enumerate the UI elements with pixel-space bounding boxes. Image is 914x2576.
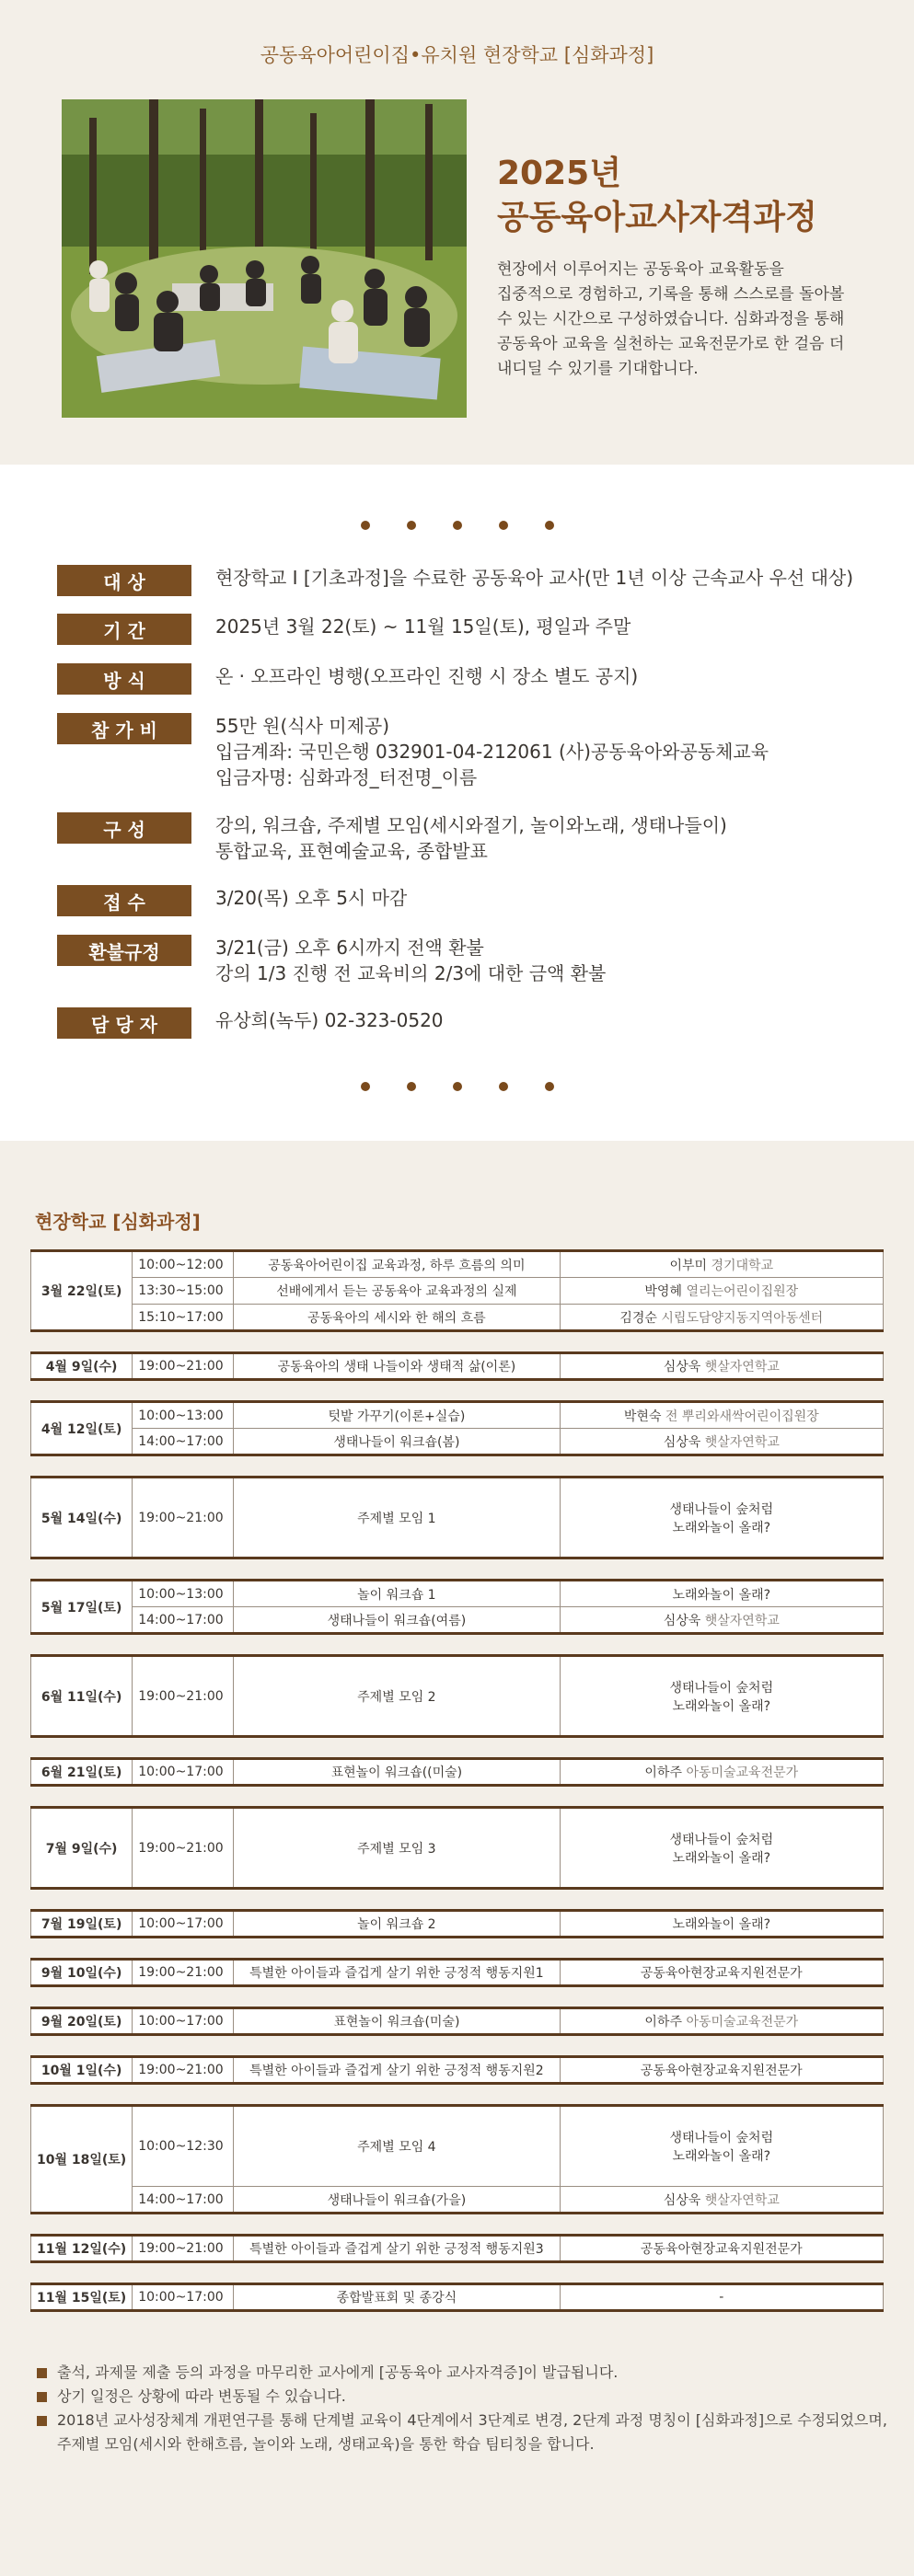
session-date: 6월 11일(수) (31, 1656, 133, 1737)
session-instructor: 심상욱 햇살자연학교 (560, 1607, 883, 1634)
session-instructor: 생태나들이 숲처럼 노래와놀이 올래? (560, 2106, 883, 2187)
session-instructor: 박영혜 열리는어린이집원장 (560, 1278, 883, 1305)
table-row (31, 2008, 884, 2035)
intro-line: 현장에서 이루어지는 공동육아 교육활동을 (497, 260, 784, 279)
session-date: 3월 22일(토) (31, 1251, 133, 1331)
info-label: 담 당 자 (57, 1007, 191, 1039)
session-instructor: 심상욱 햇살자연학교 (560, 1353, 883, 1380)
session-subject: 표현놀이 워크숍((미술) (234, 1759, 560, 1786)
info-value: 온 · 오프라인 병행(오프라인 진행 시 장소 별도 공지) (215, 665, 639, 687)
session-date: 11월 15일(토) (31, 2284, 133, 2311)
session-time: 10:00~13:00 (133, 1581, 234, 1607)
session-date: 6월 21일(토) (31, 1759, 133, 1786)
table-row (31, 1581, 884, 1607)
session-date: 4월 12일(토) (31, 1402, 133, 1455)
session-subject: 주제별 모임 3 (234, 1808, 560, 1889)
session-instructor: 노래와놀이 올래? (560, 1581, 883, 1607)
info-row-period (57, 614, 631, 645)
session-subject: 공동육아의 생태 나들이와 생태적 삶(이론) (234, 1353, 560, 1380)
session-time: 10:00~13:00 (133, 1402, 234, 1429)
intro-line: 내디딜 수 있기를 기대합니다. (497, 360, 699, 378)
session-instructor: 생태나들이 숲처럼 노래와놀이 올래? (560, 1478, 883, 1558)
session-subject: 놀이 워크숍 2 (234, 1911, 560, 1938)
session-date: 7월 9일(수) (31, 1808, 133, 1889)
info-label: 환불규정 (57, 935, 191, 966)
session-subject: 특별한 아이들과 즐겁게 살기 위한 긍정적 행동지원2 (234, 2057, 560, 2084)
session-instructor: - (560, 2284, 883, 2311)
intro-line: 수 있는 시간으로 구성하였습니다. 심화과정을 통해 (497, 310, 845, 328)
table-row (31, 2057, 884, 2084)
session-time: 19:00~21:00 (133, 2057, 234, 2084)
note-item: 출석, 과제물 제출 등의 과정을 마무리한 교사에게 [공동육아 교사자격증]이 발급됩니다. (35, 2361, 891, 2385)
session-date: 9월 10일(수) (31, 1960, 133, 1986)
session-time: 10:00~12:30 (133, 2106, 234, 2187)
session-time: 14:00~17:00 (133, 1607, 234, 1634)
table-row (31, 1429, 884, 1455)
intro-line: 공동육아 교육을 실천하는 교육전문가로 한 걸음 더 (497, 335, 845, 353)
session-date: 5월 14일(수) (31, 1478, 133, 1558)
program-subtitle: 공동육아어린이집•유치원 현장학교 [심화과정] (260, 44, 654, 66)
table-row (31, 2187, 884, 2214)
info-label: 참 가 비 (57, 713, 191, 744)
note-item: 2018년 교사성장체계 개편연구를 통해 단계별 교육이 4단계에서 3단계로 변경, 2단계 과정 명칭이 [심화과정]으로 수정되었으며, (35, 2409, 891, 2432)
session-date: 10월 18일(토) (31, 2106, 133, 2214)
info-row-registration (57, 885, 407, 916)
info-value: 강의, 워크숍, 주제별 모임(세시와절기, 놀이와노래, 생태나들이) 통합교육, 표현예술교육, 종합발표 (215, 814, 727, 862)
table-row (31, 1278, 884, 1305)
table-row (31, 1759, 884, 1786)
session-time: 10:00~17:00 (133, 1759, 234, 1786)
table-row (31, 2236, 884, 2262)
session-time: 14:00~17:00 (133, 2187, 234, 2214)
table-row (31, 1478, 884, 1558)
session-instructor: 박현숙 전 뿌리와새싹어린이집원장 (560, 1402, 883, 1429)
note-item: 상기 일정은 상황에 따라 변동될 수 있습니다. (35, 2385, 891, 2409)
info-label: 대 상 (57, 565, 191, 596)
info-row-refund (57, 935, 606, 986)
info-label: 구 성 (57, 812, 191, 844)
info-row-method (57, 663, 638, 695)
session-subject: 생태나들이 워크숍(여름) (234, 1607, 560, 1634)
session-date: 4월 9일(수) (31, 1353, 133, 1380)
session-time: 14:00~17:00 (133, 1429, 234, 1455)
session-instructor: 공동육아현장교육지원전문가 (560, 2057, 883, 2084)
session-subject: 특별한 아이들과 즐겁게 살기 위한 긍정적 행동지원1 (234, 1960, 560, 1986)
info-value: 유상희(녹두) 02-323-0520 (215, 1009, 444, 1031)
title-year: 2025년 (497, 155, 621, 192)
info-label: 방 식 (57, 663, 191, 695)
session-date: 10월 1일(수) (31, 2057, 133, 2084)
table-row (31, 1960, 884, 1986)
title-course: 공동육아교사자격과정 (497, 199, 817, 236)
session-instructor: 생태나들이 숲처럼 노래와놀이 올래? (560, 1656, 883, 1737)
session-subject: 생태나들이 워크숍(가을) (234, 2187, 560, 2214)
table-row (31, 1251, 884, 1278)
session-date: 11월 12일(수) (31, 2236, 133, 2262)
session-time: 19:00~21:00 (133, 1808, 234, 1889)
table-row (31, 1607, 884, 1634)
table-row (31, 1911, 884, 1938)
info-row-contact (57, 1007, 444, 1039)
session-instructor: 생태나들이 숲처럼 노래와놀이 올래? (560, 1808, 883, 1889)
session-subject: 텃밭 가꾸기(이론+실습) (234, 1402, 560, 1429)
table-row (31, 2284, 884, 2311)
table-row (31, 2106, 884, 2187)
session-time: 10:00~17:00 (133, 2284, 234, 2311)
session-subject: 주제별 모임 1 (234, 1478, 560, 1558)
table-row (31, 1656, 884, 1737)
session-time: 13:30~15:00 (133, 1278, 234, 1305)
session-instructor: 심상욱 햇살자연학교 (560, 2187, 883, 2214)
info-section (0, 465, 914, 1141)
table-row (31, 1402, 884, 1429)
table-row (31, 1305, 884, 1331)
session-time: 19:00~21:00 (133, 1353, 234, 1380)
session-subject: 생태나들이 워크숍(봄) (234, 1429, 560, 1455)
table-row (31, 1808, 884, 1889)
session-instructor: 김경순 시립도담양지동지역아동센터 (560, 1305, 883, 1331)
info-value: 2025년 3월 22(토) ~ 11월 15일(토), 평일과 주말 (215, 615, 631, 638)
info-value: 현장학교 I [기초과정]을 수료한 공동육아 교사(만 1년 이상 근속교사 우선 대상) (215, 567, 854, 589)
session-time: 19:00~21:00 (133, 1478, 234, 1558)
session-instructor: 심상욱 햇살자연학교 (560, 1429, 883, 1455)
info-label: 기 간 (57, 614, 191, 645)
session-time: 10:00~17:00 (133, 2008, 234, 2035)
session-instructor: 이부미 경기대학교 (560, 1251, 883, 1278)
session-time: 19:00~21:00 (133, 1656, 234, 1737)
session-subject: 특별한 아이들과 즐겁게 살기 위한 긍정적 행동지원3 (234, 2236, 560, 2262)
schedule-title: 현장학교 [심화과정] (35, 1211, 201, 1233)
table-row (31, 1353, 884, 1380)
intro-text (497, 258, 856, 382)
schedule-table (30, 1249, 884, 2312)
info-value: 55만 원(식사 미제공) 입금계좌: 국민은행 032901-04-212061 (사)공동육아와공동체교육 입금자명: 심화과정_터전명_이름 (215, 715, 769, 788)
info-value: 3/20(목) 오후 5시 마감 (215, 887, 408, 909)
session-time: 10:00~17:00 (133, 1911, 234, 1938)
session-subject: 주제별 모임 4 (234, 2106, 560, 2187)
session-subject: 선배에게서 듣는 공동육아 교육과정의 실제 (234, 1278, 560, 1305)
session-instructor: 공동육아현장교육지원전문가 (560, 1960, 883, 1986)
session-subject: 표현놀이 워크숍(미술) (234, 2008, 560, 2035)
session-time: 19:00~21:00 (133, 1960, 234, 1986)
note-item-continued: 주제별 모임(세시와 한해흐름, 놀이와 노래, 생태교육)을 통한 학습 팀티칭을 합니다. (57, 2435, 595, 2453)
session-instructor: 노래와놀이 올래? (560, 1911, 883, 1938)
hero-section (0, 0, 914, 465)
session-subject: 공동육아어린이집 교육과정, 하루 흐름의 의미 (234, 1251, 560, 1278)
session-time: 19:00~21:00 (133, 2236, 234, 2262)
info-row-target (57, 565, 853, 596)
dot-divider-bottom (0, 1077, 914, 1095)
session-subject: 공동육아의 세시와 한 해의 흐름 (234, 1305, 560, 1331)
info-label: 접 수 (57, 885, 191, 916)
dot-divider-top (0, 516, 914, 534)
intro-line: 집중적으로 경험하고, 기록을 통해 스스로를 돌아볼 (497, 285, 845, 304)
session-date: 5월 17일(토) (31, 1581, 133, 1634)
session-subject: 종합발표회 및 종강식 (234, 2284, 560, 2311)
schedule-section (0, 1141, 914, 2576)
info-row-structure (57, 812, 727, 864)
session-time: 10:00~12:00 (133, 1251, 234, 1278)
session-instructor: 공동육아현장교육지원전문가 (560, 2236, 883, 2262)
session-time: 15:10~17:00 (133, 1305, 234, 1331)
session-date: 7월 19일(토) (31, 1911, 133, 1938)
group-photo (62, 99, 467, 418)
info-row-fee (57, 713, 769, 790)
session-instructor: 이하주 아동미술교육전문가 (560, 1759, 883, 1786)
session-subject: 놀이 워크숍 1 (234, 1581, 560, 1607)
session-instructor: 이하주 아동미술교육전문가 (560, 2008, 883, 2035)
session-date: 9월 20일(토) (31, 2008, 133, 2035)
notes-list (35, 2361, 891, 2456)
info-value: 3/21(금) 오후 6시까지 전액 환불 강의 1/3 진행 전 교육비의 2/3에 대한 금액 환불 (215, 937, 607, 984)
session-subject: 주제별 모임 2 (234, 1656, 560, 1737)
